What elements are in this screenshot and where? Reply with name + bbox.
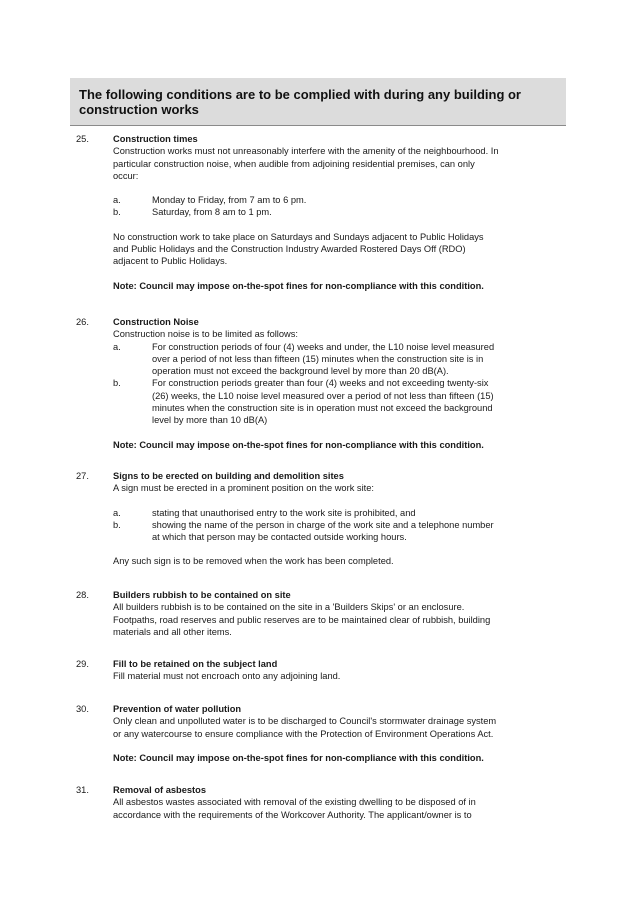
condition-number: 27. <box>76 471 89 481</box>
item-label: a. <box>113 195 121 206</box>
text-line: materials and all other items. <box>113 626 232 637</box>
item-text: at which that person may be contacted outside working hours. <box>152 532 407 543</box>
text-line: adjacent to Public Holidays. <box>113 256 228 267</box>
item-label: a. <box>113 507 121 518</box>
condition-number: 25. <box>76 134 89 144</box>
text-line: or any watercourse to ensure compliance with the Protection of Environment Operations Act. <box>113 728 494 739</box>
condition-number: 29. <box>76 659 89 669</box>
item-text: For construction periods greater than four (4) weeks and not exceeding twenty-six <box>152 378 489 389</box>
item-text: For construction periods of four (4) weeks and under, the L10 noise level measured <box>152 341 495 352</box>
list-item <box>113 206 556 218</box>
condition-title: Fill to be retained on the subject land <box>113 659 278 669</box>
condition-title: Signs to be erected on building and demolition sites <box>113 471 344 481</box>
item-label: b. <box>113 207 121 218</box>
condition-26 <box>76 316 556 451</box>
text-line: particular construction noise, when audible from adjoining residential premises, can only <box>113 158 475 169</box>
text-line: No construction work to take place on Saturdays and Sundays adjacent to Public Holidays <box>113 231 484 242</box>
text-line: accordance with the requirements of the Workcover Authority. The applicant/owner is to <box>113 809 472 820</box>
list-item <box>113 377 556 426</box>
text-line: occur: <box>113 170 139 181</box>
conditions-header <box>70 78 566 126</box>
item-text: Monday to Friday, from 7 am to 6 pm. <box>152 195 307 206</box>
condition-number: 26. <box>76 317 89 327</box>
condition-title: Construction Noise <box>113 317 199 327</box>
item-label: b. <box>113 378 121 389</box>
text-line: A sign must be erected in a prominent position on the work site: <box>113 483 374 494</box>
item-text: operation must not exceed the background level by more than 20 dB(A). <box>152 366 449 377</box>
item-label: a. <box>113 341 121 352</box>
condition-25 <box>76 133 556 292</box>
condition-number: 28. <box>76 590 89 600</box>
text-line: Footpaths, road reserves and public reserves are to be maintained clear of rubbish, building <box>113 614 491 625</box>
item-text: stating that unauthorised entry to the work site is prohibited, and <box>152 507 416 518</box>
text-line: Only clean and unpolluted water is to be discharged to Council's stormwater drainage system <box>113 716 497 727</box>
text-line: All asbestos wastes associated with removal of the existing dwelling to be disposed of in <box>113 797 476 808</box>
text-line: Construction noise is to be limited as follows: <box>113 329 298 340</box>
header-title <box>79 87 557 117</box>
text-line: Any such sign is to be removed when the work has been completed. <box>113 556 394 567</box>
text-line: and Public Holidays and the Construction Industry Awarded Rostered Days Off (RDO) <box>113 244 466 255</box>
text-line: Construction works must not unreasonably interfere with the amenity of the neighbourhood. In <box>113 146 499 157</box>
condition-number: 30. <box>76 704 89 714</box>
condition-title: Builders rubbish to be contained on site <box>113 590 291 600</box>
condition-28 <box>76 589 556 638</box>
text-line: All builders rubbish is to be contained on the site in a 'Builders Skips' or an enclosure. <box>113 602 465 613</box>
header-title-line-2: construction works <box>79 102 199 117</box>
condition-title: Construction times <box>113 134 198 144</box>
condition-31 <box>76 784 556 821</box>
condition-27 <box>76 470 556 568</box>
condition-title: Removal of asbestos <box>113 785 207 795</box>
item-label: b. <box>113 519 121 530</box>
item-text: Saturday, from 8 am to 1 pm. <box>152 207 272 218</box>
fine-note: Note: Council may impose on-the-spot fines for non-compliance with this condition. <box>113 439 484 450</box>
item-text: (26) weeks, the L10 noise level measured over a period of not less than fifteen (15) <box>152 390 494 401</box>
condition-number: 31. <box>76 785 89 795</box>
header-title-line-1: The following conditions are to be complied with during any building or <box>79 87 521 102</box>
list-item <box>113 507 556 519</box>
fine-note: Note: Council may impose on-the-spot fines for non-compliance with this condition. <box>113 280 484 291</box>
condition-29 <box>76 658 556 683</box>
condition-30 <box>76 703 556 764</box>
list-item <box>113 194 556 206</box>
item-text: level by more than 10 dB(A) <box>152 415 268 426</box>
list-item <box>113 519 556 544</box>
list-item <box>113 341 556 378</box>
item-text: minutes when the construction site is in operation must not exceed the background <box>152 403 493 414</box>
condition-title: Prevention of water pollution <box>113 704 242 714</box>
text-line: Fill material must not encroach onto any adjoining land. <box>113 671 341 682</box>
item-text: over a period of not less than fifteen (15) minutes when the construction site is in <box>152 353 484 364</box>
item-text: showing the name of the person in charge of the work site and a telephone number <box>152 519 494 530</box>
fine-note: Note: Council may impose on-the-spot fines for non-compliance with this condition. <box>113 752 484 763</box>
